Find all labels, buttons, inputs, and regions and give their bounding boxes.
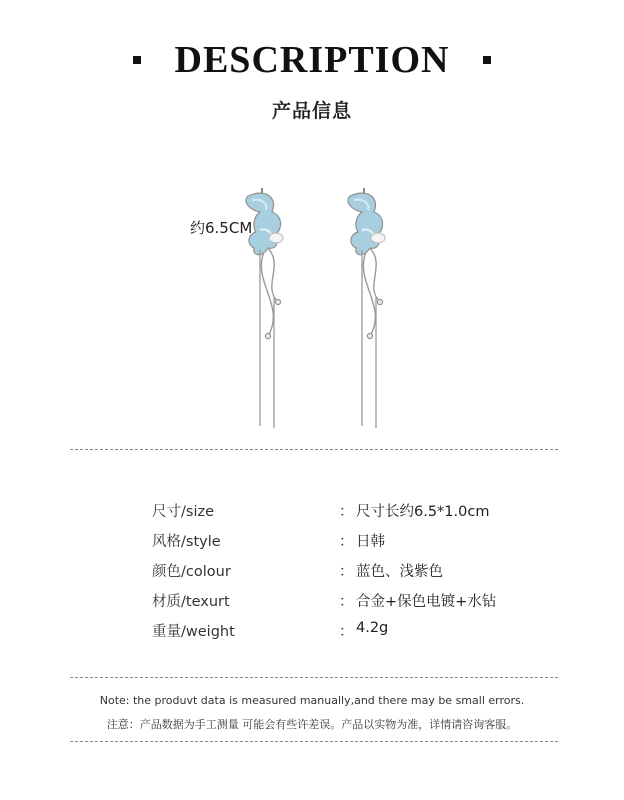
title-dot-right-icon <box>483 56 491 64</box>
note-english: Note: the produvt data is measured manually,and there may be small errors. <box>99 694 525 707</box>
spec-row-material <box>0 590 624 614</box>
title-dot-left-icon <box>133 56 141 64</box>
page-subtitle: 产品信息 <box>271 100 352 122</box>
spec-row-colour <box>0 560 624 584</box>
spec-value: 合金+保色电镀+水钻 <box>356 594 497 610</box>
spec-label: 材质/texurt <box>152 594 230 610</box>
spec-label: 风格/style <box>152 534 221 550</box>
divider-top <box>70 449 558 450</box>
title-row <box>0 38 624 82</box>
spec-value: 4.2g <box>356 620 389 636</box>
spec-label: 重量/weight <box>152 624 235 640</box>
note-chinese: 注意：产品数据为手工测量 可能会有些许差误。产品以实物为准，详情请咨询客服。 <box>106 718 518 731</box>
spec-colon: ： <box>339 624 354 640</box>
header <box>0 38 624 123</box>
spec-colon: ： <box>339 594 354 610</box>
spec-label: 尺寸/size <box>152 504 215 520</box>
spec-colon: ： <box>339 564 354 580</box>
spec-value: 尺寸长约6.5*1.0cm <box>356 504 490 520</box>
spec-row-weight <box>0 620 624 644</box>
spec-row-size <box>0 500 624 524</box>
earring-left-image <box>238 186 288 431</box>
spec-colon: ： <box>339 504 354 520</box>
earring-right-image <box>340 186 390 431</box>
divider-middle <box>70 677 558 678</box>
spec-label: 颜色/colour <box>152 564 231 580</box>
size-label: 约6.5CM <box>190 219 253 237</box>
spec-row-style <box>0 530 624 554</box>
divider-bottom <box>70 741 558 742</box>
spec-value: 蓝色、浅紫色 <box>356 564 443 580</box>
page-title: DESCRIPTION <box>174 39 450 81</box>
spec-colon: ： <box>339 534 354 550</box>
spec-value: 日韩 <box>356 534 385 550</box>
